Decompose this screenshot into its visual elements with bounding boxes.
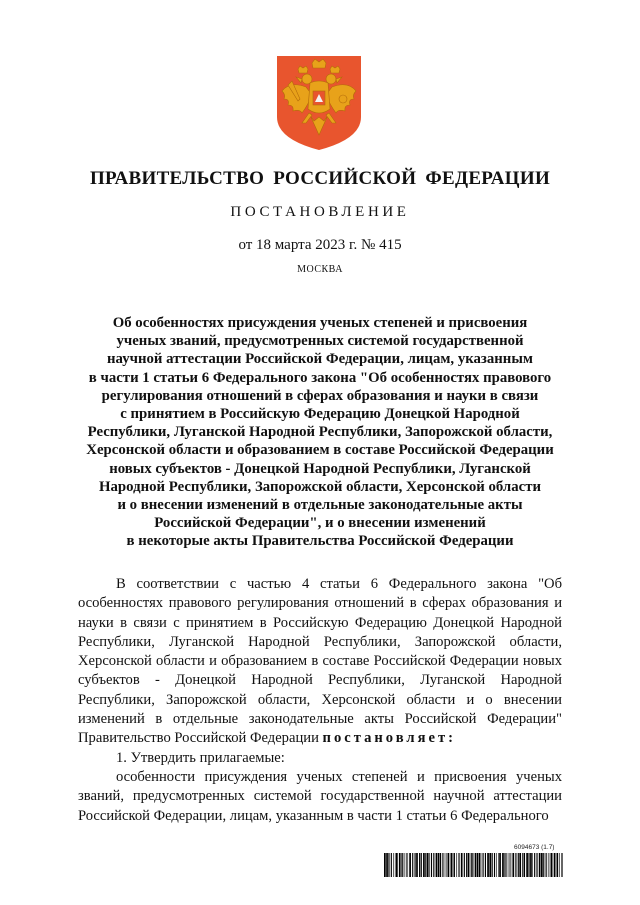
title-line: с принятием в Российскую Федерацию Донецкой Народной bbox=[120, 406, 520, 423]
document-title bbox=[60, 314, 580, 551]
coat-of-arms-icon bbox=[276, 55, 362, 151]
document-date-number: от 18 марта 2023 г. № 415 bbox=[238, 237, 402, 253]
document-code: 6094673 (1.7) bbox=[514, 844, 555, 851]
title-line: регулирования отношений в сферах образования и науки в связи bbox=[101, 387, 539, 404]
title-line: в некоторые акты Правительства Российской Федерации bbox=[126, 533, 514, 550]
government-name: ПРАВИТЕЛЬСТВО РОССИЙСКОЙ ФЕДЕРАЦИИ bbox=[89, 168, 551, 189]
item-1: 1. Утвердить прилагаемые: bbox=[116, 749, 285, 766]
preamble-paragraph bbox=[78, 575, 562, 749]
preamble-text: В соответствии с частью 4 статьи 6 Федерального закона "Об особенностях правового регулирования отношений в сферах образования и науки в связи с принятием в Российскую Федерацию Донецкой Народной Республики, Луганской Народной Республики, Запорожской области, Херсонской области и образованием в составе Российской Федерации новых субъектов - Донецкой Народной Республики, Луганской Народной Республики, Запорожской области, Херсонской области и о внесении изменений в отдельные законодательные акты Российской Федерации" Правительство Российской Федерации bbox=[78, 576, 562, 747]
title-line: Народной Республики, Запорожской области, Херсонской области bbox=[99, 478, 541, 495]
resolves-word: постановляет: bbox=[322, 730, 456, 747]
title-line: научной аттестации Российской Федерации, лицам, указанным bbox=[107, 351, 533, 368]
title-line: в части 1 статьи 6 Федерального закона "Об особенностях правового bbox=[88, 369, 552, 386]
barcode-icon bbox=[384, 853, 564, 877]
item-1-text: особенности присуждения ученых степеней и присвоения ученых званий, предусмотренных системой государственной научной аттестации Российской Федерации, лицам, указанным в части 1 статьи 6 Федерального bbox=[78, 768, 562, 824]
title-line: и о внесении изменений в отдельные законодательные акты bbox=[117, 497, 523, 514]
title-line: Республики, Луганской Народной Республики, Запорожской области, bbox=[87, 424, 553, 441]
title-line: Херсонской области и образованием в составе Российской Федерации bbox=[86, 442, 554, 459]
title-line: Об особенностях присуждения ученых степеней и присвоения bbox=[112, 315, 528, 331]
document-type: ПОСТАНОВЛЕНИЕ bbox=[230, 204, 410, 220]
document-city: МОСКВА bbox=[297, 264, 343, 275]
document-body bbox=[78, 575, 562, 826]
title-line: ученых званий, предусмотренных системой государственной bbox=[116, 333, 524, 350]
title-line: новых субъектов - Донецкой Народной Республики, Луганской bbox=[109, 460, 531, 477]
title-line: Российской Федерации", и о внесении изменений bbox=[154, 515, 486, 532]
